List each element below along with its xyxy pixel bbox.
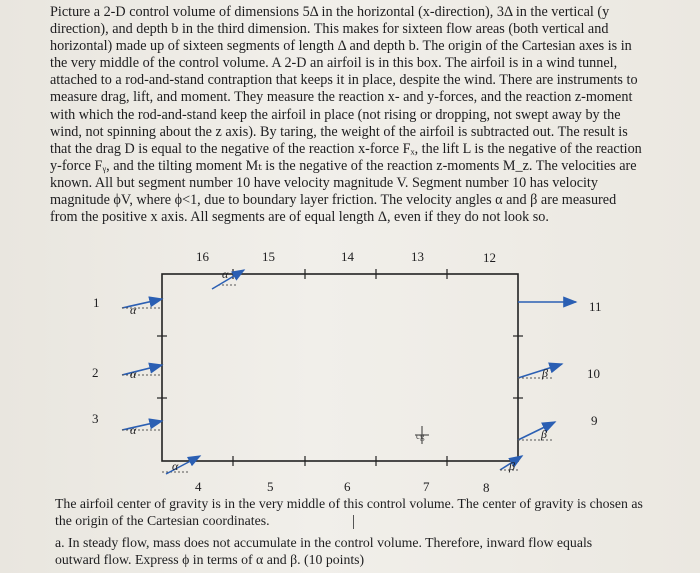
- segment-label-7: 7: [423, 479, 430, 494]
- question-a-text: a. In steady flow, mass does not accumulate in the control volume. Therefore, inward flow equals outward flow. Express ϕ in terms of α and β. (10 points): [55, 535, 593, 567]
- inflow-arrow-1: [122, 299, 162, 308]
- outflow-arrows-right: [500, 302, 576, 470]
- segment-label-4: 4: [195, 479, 202, 494]
- segment-label-12: 12: [483, 250, 496, 265]
- segment-label-3: 3: [92, 411, 99, 426]
- segment-label-6: 6: [344, 479, 351, 494]
- segment-label-10: 10: [587, 366, 600, 381]
- center-of-gravity-note: The airfoil center of gravity is in the very middle of this control volume. The center of gravity is chosen as the origin of the Cartesian coordinates.: [55, 496, 643, 528]
- control-volume-box: [162, 274, 518, 461]
- segment-label-16: 16: [196, 249, 209, 264]
- segment-label-13: 13: [411, 249, 424, 264]
- inflow-arrow-3: [122, 421, 162, 430]
- beta-reference-lines: [500, 378, 552, 470]
- segment-label-9: 9: [591, 413, 598, 428]
- beta-label-10: β: [542, 366, 548, 380]
- question-a: [55, 534, 615, 568]
- segment-label-15: 15: [262, 249, 275, 264]
- segment-label-8: 8: [483, 480, 490, 495]
- problem-paragraph: Picture a 2-D control volume of dimensions 5Δ in the horizontal (x-direction), 3Δ in the vertical (y direction), and depth b in the third dimension. This makes for sixteen flow areas (both vertical and horizontal) made up of sixteen segments of length Δ and depth b. The origin of the Cartesian axes is in the very middle of the control volume. A 2-D an airfoil is in this box. The airfoil is in a wind tunnel, attached to a rod-and-stand contraption that keeps it in place, despite the wind. There are instruments to measure drag, lift, and moment. They measure the reaction x- and y-forces, and the reaction z-moment with which the rod-and-stand keep the airfoil in place (not rising or dropping, not swept away by the wind, not spinning about the z axis). By taring, the weight of the airfoil is subtracted out. The result is that the drag D is equal to the negative of the reaction x-force Fₓ, the lift L is the negative of the reaction y-force Fᵧ, and the tilting moment Mₜ is the negative of the reaction z-moments M_z. The velocities are known. All but segment number 10 have velocity magnitude V. Segment number 10 has velocity magnitude ϕV, where ϕ<1, due to boundary layer friction. The velocity angles α and β are measured from the positive x axis. All segments are of equal length Δ, even if they do not look so.: [50, 4, 642, 226]
- segment-label-5: 5: [267, 479, 274, 494]
- alpha-label-16: α: [222, 267, 229, 281]
- outflow-arrow-9: [518, 422, 555, 440]
- alpha-label-4: α: [172, 459, 179, 473]
- alpha-label-3: α: [130, 423, 137, 437]
- side-segment-ticks: [157, 336, 523, 398]
- alpha-label-2: α: [130, 367, 137, 381]
- beta-label-9: β: [541, 427, 547, 441]
- alpha-arrows-corners: [166, 270, 244, 474]
- segment-label-2: 2: [92, 365, 99, 380]
- outflow-arrow-10: [518, 364, 562, 378]
- beta-label-8: β: [509, 459, 515, 473]
- segment-label-1: 1: [93, 295, 100, 310]
- inflow-arrows-left: [122, 299, 162, 430]
- segment-label-11: 11: [589, 299, 602, 314]
- alpha-reference-lines: [122, 285, 236, 472]
- cg-label: cg: [416, 431, 425, 441]
- segment-label-14: 14: [341, 249, 354, 264]
- alpha-label-1: α: [130, 303, 137, 317]
- text-cursor: [353, 515, 354, 529]
- inflow-arrow-2: [122, 365, 162, 375]
